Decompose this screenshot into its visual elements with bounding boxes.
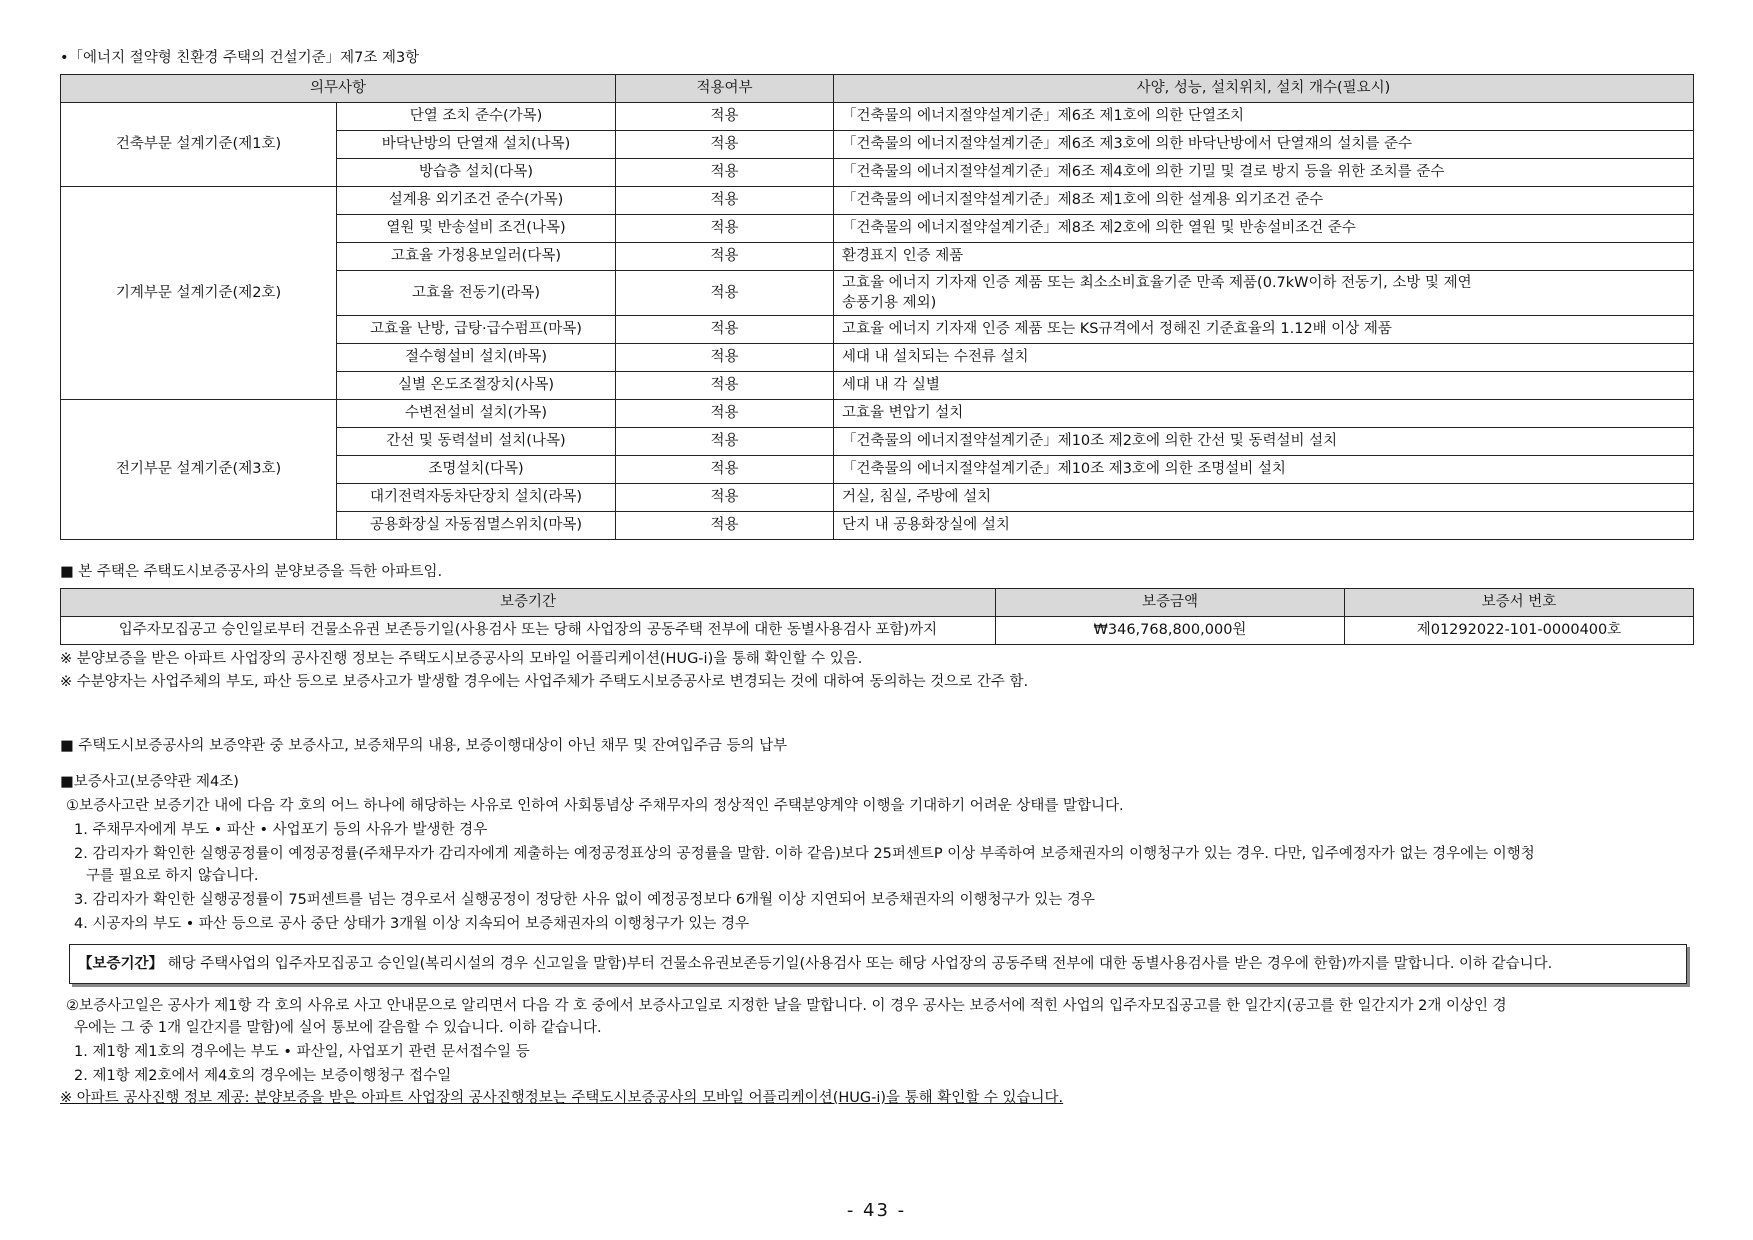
list-item: 2. 감리자가 확인한 실행공정률이 예정공정률(주채무자가 감리자에게 제출하는 예정공정표상의 공정률을 말함. 이하 같음)보다 25퍼센트P 이상 부족하여 보증채권자의 이행청구가 있는 경우. 다만, 입주예정자가 없는 경우에는 이행청: [74, 846, 1535, 862]
table-row: [61, 617, 1694, 645]
apply-cell: 적용: [616, 243, 834, 271]
apply-cell: 적용: [616, 215, 834, 243]
list-item: 4. 시공자의 부도 • 파산 등으로 공사 중단 상태가 3개월 이상 지속되어 보증채권자의 이행청구가 있는 경우: [74, 916, 750, 932]
apply-cell: 적용: [616, 316, 834, 344]
apply-cell: 적용: [616, 271, 834, 316]
item-cell: 설계용 외기조건 준수(가목): [337, 187, 616, 215]
section3-title: ■ 주택도시보증공사의 보증약관 중 보증사고, 보증채무의 내용, 보증이행대상이 아닌 채무 및 잔여입주금 등의 납부: [60, 738, 788, 754]
section3-subtitle: ■보증사고(보증약관 제4조): [60, 774, 239, 790]
apply-cell: 적용: [616, 187, 834, 215]
table-row: [61, 103, 1694, 131]
spec-cell: 거실, 침실, 주방에 설치: [834, 484, 1694, 512]
guarantee-table: [60, 588, 1694, 645]
table-row: [61, 187, 1694, 215]
footer-note-text: ※ 아파트 공사진행 정보 제공: 분양보증을 받은 아파트 사업장의 공사진행정보는 주택도시보증공사의 모바일 어플리케이션(HUG-i)을 통해 확인할 수 있습니다.: [60, 1090, 1064, 1106]
section2-title: ■ 본 주택은 주택도시보증공사의 분양보증을 득한 아파트임.: [60, 564, 443, 580]
page-number: - 43 -: [846, 1200, 907, 1221]
spec-cell: 「건축물의 에너지절약설계기준」제8조 제1호에 의한 설계용 외기조건 준수: [834, 187, 1694, 215]
item-cell: 고효율 가정용보일러(다목): [337, 243, 616, 271]
header-certificate-no: 보증서 번호: [1345, 589, 1694, 617]
category-cell: 건축부문 설계기준(제1호): [61, 103, 337, 187]
category-cell: 기계부문 설계기준(제2호): [61, 187, 337, 400]
spec-cell: 고효율 변압기 설치: [834, 400, 1694, 428]
item-cell: 절수형설비 설치(바목): [337, 344, 616, 372]
spec-cell: 「건축물의 에너지절약설계기준」제6조 제4호에 의한 기밀 및 결로 방지 등을 위한 조치를 준수: [834, 159, 1694, 187]
clause-2-continued: 우에는 그 중 1개 일간지를 말함)에 실어 통보에 갈음할 수 있습니다. 이하 같습니다.: [74, 1020, 602, 1036]
clause-1: ①보증사고란 보증기간 내에 다음 각 호의 어느 하나에 해당하는 사유로 인하여 사회통념상 주채무자의 정상적인 주택분양계약 이행을 기대하기 어려운 상태를 말합니다.: [66, 798, 1124, 814]
notice-label: 【보증기간】: [78, 956, 164, 972]
apply-cell: 적용: [616, 428, 834, 456]
table-row: [61, 400, 1694, 428]
spec-cell: 「건축물의 에너지절약설계기준」제6조 제3호에 의한 바닥난방에서 단열재의 설치를 준수: [834, 131, 1694, 159]
list-item: 1. 주채무자에게 부도 • 파산 • 사업포기 등의 사유가 발생한 경우: [74, 822, 488, 838]
item-cell: 고효율 난방, 급탕·급수펌프(마목): [337, 316, 616, 344]
list-item: 3. 감리자가 확인한 실행공정률이 75퍼센트를 넘는 경우로서 실행공정이 정당한 사유 없이 예정공정보다 6개월 이상 지연되어 보증채권자의 이행청구가 있는 경우: [74, 892, 1095, 908]
section1-title: •「에너지 절약형 친환경 주택의 건설기준」제7조 제3항: [60, 50, 420, 66]
note-line: ※ 분양보증을 받은 아파트 사업장의 공사진행 정보는 주택도시보증공사의 모바일 어플리케이션(HUG-i)을 통해 확인할 수 있음.: [60, 651, 863, 667]
guarantee-period-notice: [69, 944, 1687, 984]
spec-cell: 「건축물의 에너지절약설계기준」제8조 제2호에 의한 열원 및 반송설비조건 준수: [834, 215, 1694, 243]
header-obligation: 의무사항: [61, 75, 616, 103]
apply-cell: 적용: [616, 344, 834, 372]
list-item-continued: 구를 필요로 하지 않습니다.: [86, 868, 259, 884]
clause-2: ②보증사고일은 공사가 제1항 각 호의 사유로 사고 안내문으로 알리면서 다음 각 호 중에서 보증사고일로 지정한 날을 말합니다. 이 경우 공사는 보증서에 적힌 사업의 입주자모집공고를 한 일간지(공고를 한 일간지가 2개 이상인 경: [66, 998, 1507, 1014]
footer-note: [60, 1088, 1695, 1108]
table-header-row: [61, 75, 1694, 103]
spec-cell: 「건축물의 에너지절약설계기준」제6조 제1호에 의한 단열조치: [834, 103, 1694, 131]
spec-cell: 단지 내 공용화장실에 설치: [834, 512, 1694, 540]
item-cell: 간선 및 동력설비 설치(나목): [337, 428, 616, 456]
apply-cell: 적용: [616, 484, 834, 512]
header-spec: 사양, 성능, 설치위치, 설치 개수(필요시): [834, 75, 1694, 103]
item-cell: 대기전력자동차단장치 설치(라목): [337, 484, 616, 512]
note-line: ※ 수분양자는 사업주체의 부도, 파산 등으로 보증사고가 발생할 경우에는 사업주체가 주택도시보증공사로 변경되는 것에 대하여 동의하는 것으로 간주 함.: [60, 674, 1029, 690]
amount-cell: ₩346,768,800,000원: [996, 617, 1345, 645]
item-cell: 단열 조치 준수(가목): [337, 103, 616, 131]
certificate-no-cell: 제01292022-101-0000400호: [1345, 617, 1694, 645]
energy-standard-table: [60, 74, 1694, 540]
spec-cell: 세대 내 설치되는 수전류 설치: [834, 344, 1694, 372]
item-cell: 공용화장실 자동점멸스위치(마목): [337, 512, 616, 540]
spec-cell: 「건축물의 에너지절약설계기준」제10조 제2호에 의한 간선 및 동력설비 설치: [834, 428, 1694, 456]
spec-line: 송풍기용 제외): [842, 295, 937, 311]
apply-cell: 적용: [616, 512, 834, 540]
category-cell: 전기부문 설계기준(제3호): [61, 400, 337, 540]
apply-cell: 적용: [616, 159, 834, 187]
item-cell: 고효율 전동기(라목): [337, 271, 616, 316]
spec-cell: 환경표지 인증 제품: [834, 243, 1694, 271]
item-cell: 방습층 설치(다목): [337, 159, 616, 187]
spec-cell: 세대 내 각 실별: [834, 372, 1694, 400]
apply-cell: 적용: [616, 400, 834, 428]
document-page: [60, 48, 1695, 1108]
list-item: 2. 제1항 제2호에서 제4호의 경우에는 보증이행청구 접수일: [74, 1068, 452, 1084]
list-item: 1. 제1항 제1호의 경우에는 부도 • 파산일, 사업포기 관련 문서접수일 등: [74, 1044, 530, 1060]
notice-text: 해당 주택사업의 입주자모집공고 승인일(복리시설의 경우 신고일을 말함)부터 건물소유권보존등기일(사용검사 또는 해당 사업장의 공동주택 전부에 대한 동별사용검사를 받은 경우에 한함)까지를 말합니다. 이하 같습니다.: [163, 956, 1553, 972]
header-amount: 보증금액: [996, 589, 1345, 617]
spec-line: 고효율 에너지 기자재 인증 제품 또는 최소소비효율기준 만족 제품(0.7kW이하 전동기, 소방 및 제연: [842, 275, 1472, 291]
table-header-row: [61, 589, 1694, 617]
item-cell: 바닥난방의 단열재 설치(나목): [337, 131, 616, 159]
apply-cell: 적용: [616, 103, 834, 131]
apply-cell: 적용: [616, 456, 834, 484]
period-cell: 입주자모집공고 승인일로부터 건물소유권 보존등기일(사용검사 또는 당해 사업장의 공동주택 전부에 대한 동별사용검사 포함)까지: [61, 617, 996, 645]
item-cell: 실별 온도조절장치(사목): [337, 372, 616, 400]
spec-cell: [834, 271, 1694, 316]
item-cell: 수변전설비 설치(가목): [337, 400, 616, 428]
spec-cell: 「건축물의 에너지절약설계기준」제10조 제3호에 의한 조명설비 설치: [834, 456, 1694, 484]
item-cell: 조명설치(다목): [337, 456, 616, 484]
header-period: 보증기간: [61, 589, 996, 617]
item-cell: 열원 및 반송설비 조건(나목): [337, 215, 616, 243]
apply-cell: 적용: [616, 131, 834, 159]
header-apply: 적용여부: [616, 75, 834, 103]
apply-cell: 적용: [616, 372, 834, 400]
spec-cell: 고효율 에너지 기자재 인증 제품 또는 KS규격에서 정해진 기준효율의 1.12배 이상 제품: [834, 316, 1694, 344]
